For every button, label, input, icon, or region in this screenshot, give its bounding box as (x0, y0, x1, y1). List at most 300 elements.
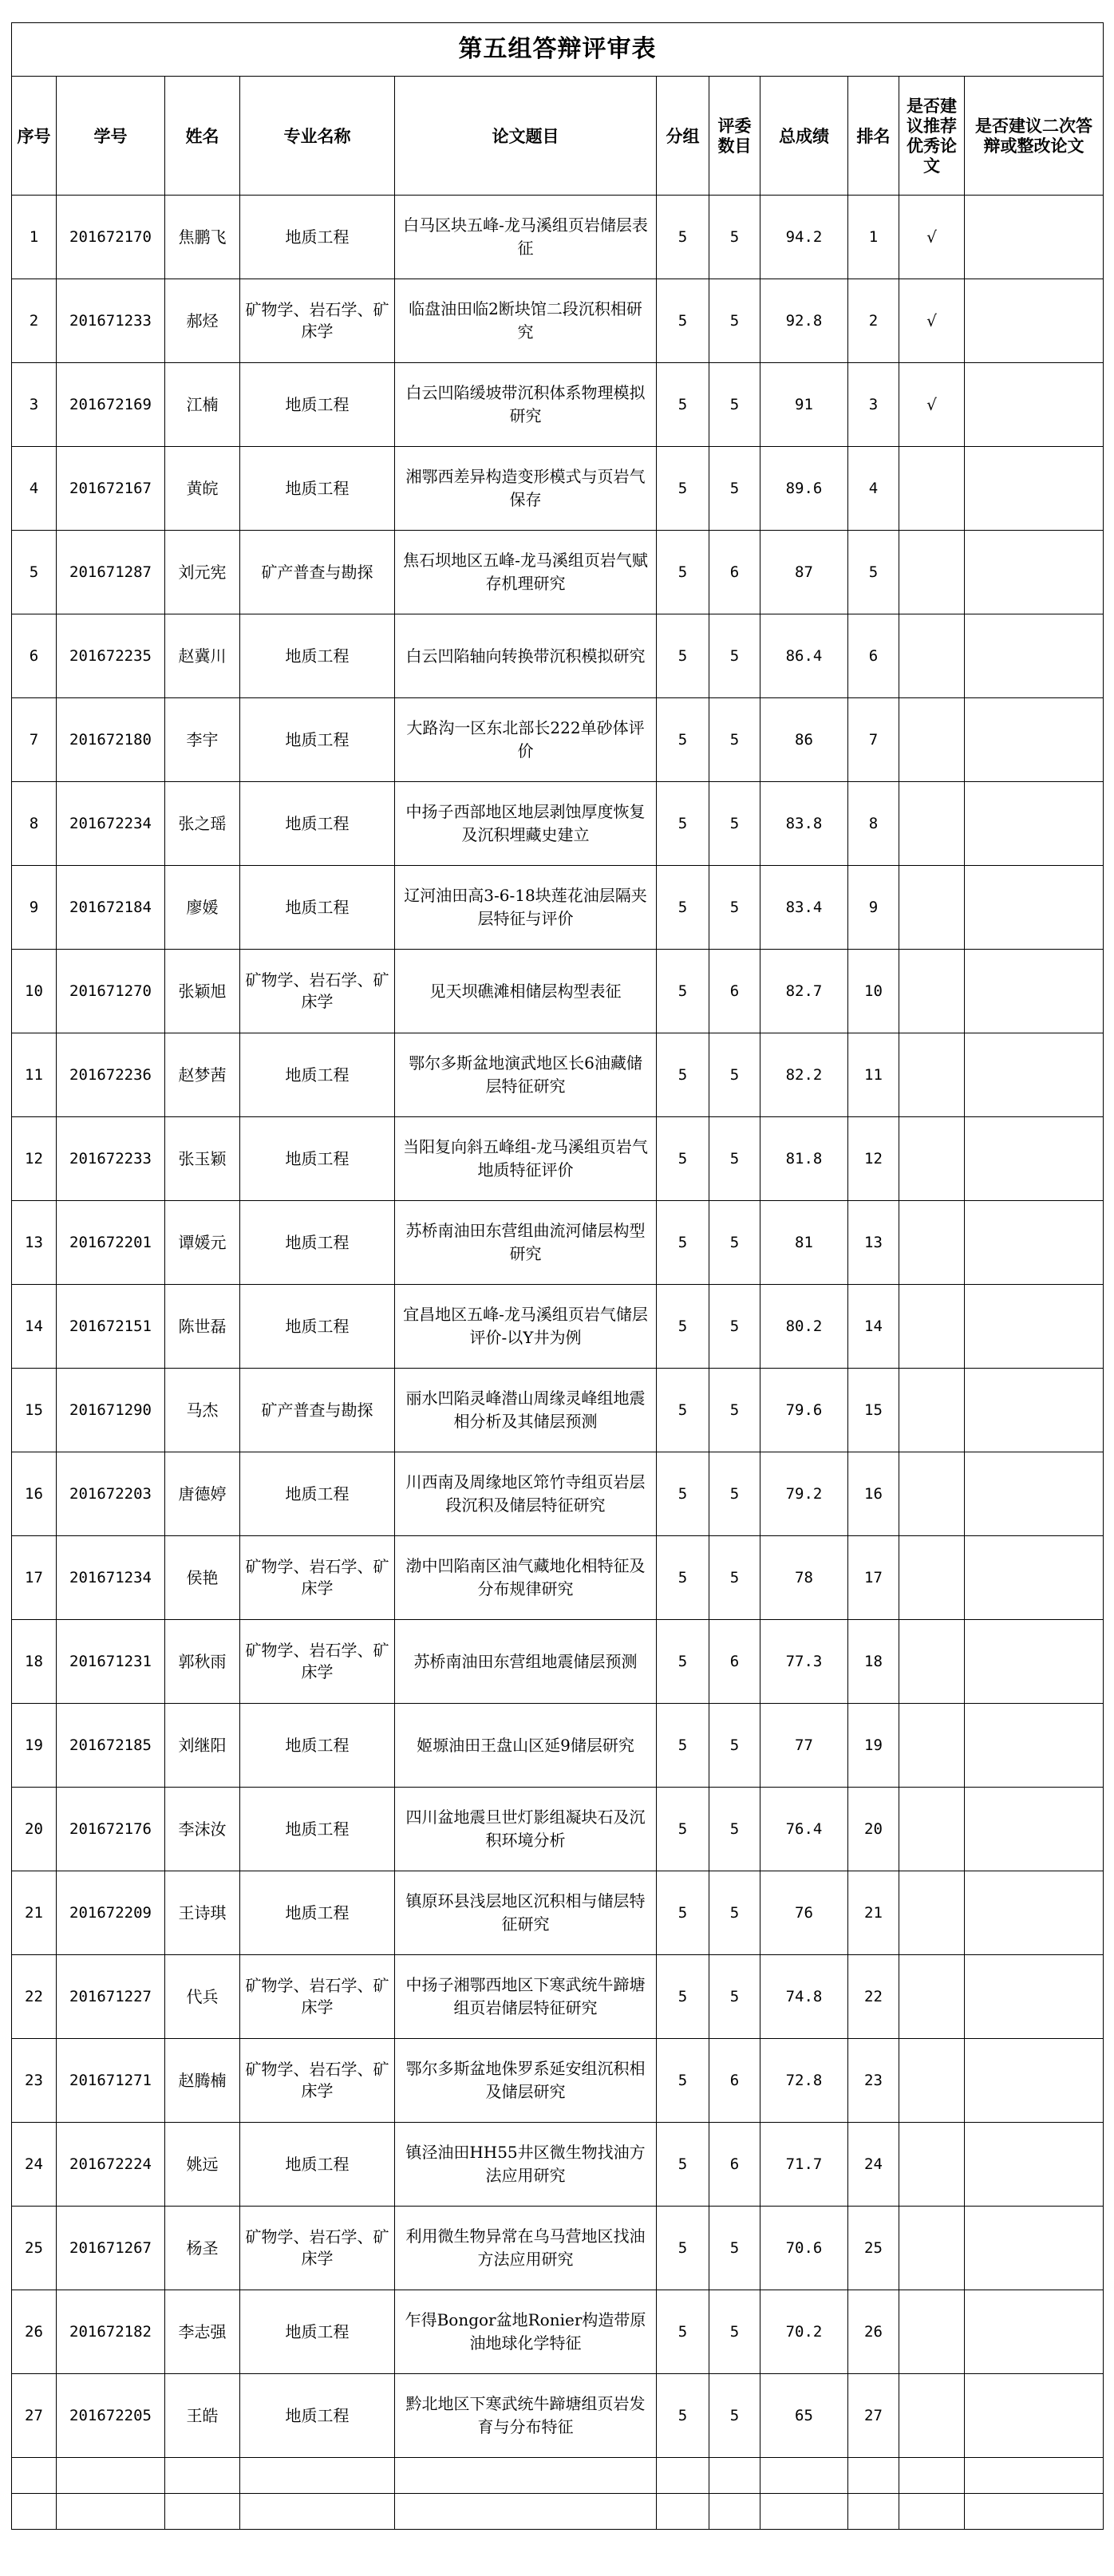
judges-cell: 5 (709, 1452, 760, 1536)
revise-cell (965, 1201, 1104, 1285)
group-cell: 5 (657, 1955, 709, 2039)
score-cell: 87 (760, 531, 848, 614)
seq-cell: 13 (12, 1201, 57, 1285)
score-cell: 77.3 (760, 1620, 848, 1704)
blank-cell (240, 2494, 395, 2530)
seq-cell: 11 (12, 1033, 57, 1117)
topic-cell: 见天坝礁滩相储层构型表征 (395, 950, 657, 1033)
group-cell: 5 (657, 614, 709, 698)
blank-cell (395, 2494, 657, 2530)
rank-cell: 25 (848, 2207, 899, 2290)
table-row (12, 950, 1104, 1033)
recommend-cell (899, 1117, 965, 1201)
revise-cell (965, 2290, 1104, 2374)
revise-cell (965, 698, 1104, 782)
rank-cell: 23 (848, 2039, 899, 2123)
student-id-cell: 201672201 (57, 1201, 165, 1285)
table-row (12, 2290, 1104, 2374)
major-cell: 地质工程 (240, 782, 395, 866)
table-row (12, 2374, 1104, 2458)
blank-cell (760, 2494, 848, 2530)
blank-cell (395, 2458, 657, 2494)
group-cell: 5 (657, 2374, 709, 2458)
rank-cell: 2 (848, 279, 899, 363)
table-row (12, 2039, 1104, 2123)
student-id-cell: 201672224 (57, 2123, 165, 2207)
header-row (12, 77, 1104, 196)
name-cell: 王诗琪 (165, 1871, 240, 1955)
table-row (12, 279, 1104, 363)
name-cell: 李宇 (165, 698, 240, 782)
topic-cell: 焦石坝地区五峰-龙马溪组页岩气赋存机理研究 (395, 531, 657, 614)
major-cell: 地质工程 (240, 1788, 395, 1871)
group-cell: 5 (657, 447, 709, 531)
header-recommend: 是否建议推荐优秀论文 (899, 77, 965, 196)
recommend-cell (899, 1536, 965, 1620)
name-cell: 王皓 (165, 2374, 240, 2458)
rank-cell: 26 (848, 2290, 899, 2374)
student-id-cell: 201672151 (57, 1285, 165, 1369)
recommend-cell (899, 866, 965, 950)
blank-cell (848, 2458, 899, 2494)
student-id-cell: 201671234 (57, 1536, 165, 1620)
seq-cell: 22 (12, 1955, 57, 2039)
table-row (12, 1871, 1104, 1955)
blank-cell (12, 2458, 57, 2494)
seq-cell: 19 (12, 1704, 57, 1788)
topic-cell: 白马区块五峰-龙马溪组页岩储层表征 (395, 196, 657, 279)
seq-cell: 2 (12, 279, 57, 363)
major-cell: 地质工程 (240, 1704, 395, 1788)
major-cell: 地质工程 (240, 2374, 395, 2458)
revise-cell (965, 447, 1104, 531)
group-cell: 5 (657, 1620, 709, 1704)
blank-cell (657, 2458, 709, 2494)
topic-cell: 大路沟一区东北部长222单砂体评价 (395, 698, 657, 782)
table-row (12, 782, 1104, 866)
student-id-cell: 201672205 (57, 2374, 165, 2458)
rank-cell: 17 (848, 1536, 899, 1620)
recommend-cell (899, 1285, 965, 1369)
topic-cell: 宜昌地区五峰-龙马溪组页岩气储层评价-以Y井为例 (395, 1285, 657, 1369)
major-cell: 地质工程 (240, 1452, 395, 1536)
topic-cell: 鄂尔多斯盆地演武地区长6油藏储层特征研究 (395, 1033, 657, 1117)
score-cell: 81 (760, 1201, 848, 1285)
seq-cell: 6 (12, 614, 57, 698)
rank-cell: 18 (848, 1620, 899, 1704)
student-id-cell: 201672235 (57, 614, 165, 698)
student-id-cell: 201671271 (57, 2039, 165, 2123)
revise-cell (965, 196, 1104, 279)
topic-cell: 乍得Bongor盆地Ronier构造带原油地球化学特征 (395, 2290, 657, 2374)
judges-cell: 5 (709, 1536, 760, 1620)
judges-cell: 5 (709, 2374, 760, 2458)
table-row (12, 196, 1104, 279)
score-cell: 94.2 (760, 196, 848, 279)
seq-cell: 15 (12, 1369, 57, 1452)
recommend-cell (899, 1955, 965, 2039)
judges-cell: 5 (709, 1285, 760, 1369)
blank-cell (848, 2494, 899, 2530)
major-cell: 地质工程 (240, 1285, 395, 1369)
recommend-cell: √ (899, 363, 965, 447)
student-id-cell: 201671231 (57, 1620, 165, 1704)
name-cell: 江楠 (165, 363, 240, 447)
rank-cell: 4 (848, 447, 899, 531)
student-id-cell: 201671267 (57, 2207, 165, 2290)
score-cell: 70.6 (760, 2207, 848, 2290)
topic-cell: 渤中凹陷南区油气藏地化相特征及分布规律研究 (395, 1536, 657, 1620)
rank-cell: 11 (848, 1033, 899, 1117)
score-cell: 86 (760, 698, 848, 782)
table-row (12, 1285, 1104, 1369)
seq-cell: 9 (12, 866, 57, 950)
seq-cell: 18 (12, 1620, 57, 1704)
table-row (12, 698, 1104, 782)
topic-cell: 苏桥南油田东营组曲流河储层构型研究 (395, 1201, 657, 1285)
score-cell: 65 (760, 2374, 848, 2458)
revise-cell (965, 2123, 1104, 2207)
student-id-cell: 201672203 (57, 1452, 165, 1536)
score-cell: 77 (760, 1704, 848, 1788)
recommend-cell (899, 2207, 965, 2290)
rank-cell: 6 (848, 614, 899, 698)
major-cell: 矿物学、岩石学、矿床学 (240, 2207, 395, 2290)
table-row (12, 1369, 1104, 1452)
name-cell: 谭媛元 (165, 1201, 240, 1285)
blank-cell (657, 2494, 709, 2530)
score-cell: 83.4 (760, 866, 848, 950)
seq-cell: 7 (12, 698, 57, 782)
major-cell: 矿物学、岩石学、矿床学 (240, 2039, 395, 2123)
rank-cell: 19 (848, 1704, 899, 1788)
score-cell: 92.8 (760, 279, 848, 363)
header-major: 专业名称 (240, 77, 395, 196)
group-cell: 5 (657, 363, 709, 447)
topic-cell: 丽水凹陷灵峰潜山周缘灵峰组地震相分析及其储层预测 (395, 1369, 657, 1452)
recommend-cell (899, 447, 965, 531)
score-cell: 80.2 (760, 1285, 848, 1369)
revise-cell (965, 2374, 1104, 2458)
major-cell: 地质工程 (240, 866, 395, 950)
revise-cell (965, 1452, 1104, 1536)
blank-cell (165, 2458, 240, 2494)
seq-cell: 20 (12, 1788, 57, 1871)
major-cell: 地质工程 (240, 1201, 395, 1285)
blank-cell (899, 2458, 965, 2494)
rank-cell: 13 (848, 1201, 899, 1285)
score-cell: 91 (760, 363, 848, 447)
name-cell: 唐德婷 (165, 1452, 240, 1536)
revise-cell (965, 279, 1104, 363)
judges-cell: 5 (709, 2207, 760, 2290)
seq-cell: 5 (12, 531, 57, 614)
score-cell: 71.7 (760, 2123, 848, 2207)
judges-cell: 5 (709, 1117, 760, 1201)
group-cell: 5 (657, 866, 709, 950)
seq-cell: 21 (12, 1871, 57, 1955)
major-cell: 矿物学、岩石学、矿床学 (240, 1620, 395, 1704)
review-table (11, 22, 1104, 2530)
table-title: 第五组答辩评审表 (12, 23, 1104, 77)
group-cell: 5 (657, 1201, 709, 1285)
seq-cell: 8 (12, 782, 57, 866)
rank-cell: 15 (848, 1369, 899, 1452)
recommend-cell: √ (899, 279, 965, 363)
rank-cell: 12 (848, 1117, 899, 1201)
table-row (12, 447, 1104, 531)
student-id-cell: 201671287 (57, 531, 165, 614)
judges-cell: 5 (709, 782, 760, 866)
recommend-cell (899, 1033, 965, 1117)
blank-cell (899, 2494, 965, 2530)
score-cell: 79.6 (760, 1369, 848, 1452)
table-row (12, 1955, 1104, 2039)
recommend-cell (899, 1452, 965, 1536)
header-group: 分组 (657, 77, 709, 196)
student-id-cell: 201671233 (57, 279, 165, 363)
student-id-cell: 201671227 (57, 1955, 165, 2039)
recommend-cell (899, 2123, 965, 2207)
revise-cell (965, 363, 1104, 447)
blank-cell (709, 2458, 760, 2494)
blank-cell (240, 2458, 395, 2494)
name-cell: 刘元宪 (165, 531, 240, 614)
topic-cell: 鄂尔多斯盆地侏罗系延安组沉积相及储层研究 (395, 2039, 657, 2123)
rank-cell: 1 (848, 196, 899, 279)
topic-cell: 镇泾油田HH55井区微生物找油方法应用研究 (395, 2123, 657, 2207)
table-row (12, 1620, 1104, 1704)
name-cell: 杨圣 (165, 2207, 240, 2290)
group-cell: 5 (657, 196, 709, 279)
group-cell: 5 (657, 1788, 709, 1871)
header-name: 姓名 (165, 77, 240, 196)
topic-cell: 当阳复向斜五峰组-龙马溪组页岩气地质特征评价 (395, 1117, 657, 1201)
revise-cell (965, 950, 1104, 1033)
seq-cell: 17 (12, 1536, 57, 1620)
topic-cell: 湘鄂西差异构造变形模式与页岩气保存 (395, 447, 657, 531)
group-cell: 5 (657, 2039, 709, 2123)
major-cell: 地质工程 (240, 2123, 395, 2207)
table-row (12, 1536, 1104, 1620)
score-cell: 89.6 (760, 447, 848, 531)
student-id-cell: 201672184 (57, 866, 165, 950)
rank-cell: 22 (848, 1955, 899, 2039)
major-cell: 矿物学、岩石学、矿床学 (240, 279, 395, 363)
major-cell: 矿物学、岩石学、矿床学 (240, 1955, 395, 2039)
table-row (12, 1117, 1104, 1201)
rank-cell: 5 (848, 531, 899, 614)
score-cell: 83.8 (760, 782, 848, 866)
group-cell: 5 (657, 1117, 709, 1201)
blank-cell (760, 2458, 848, 2494)
student-id-cell: 201672234 (57, 782, 165, 866)
major-cell: 地质工程 (240, 2290, 395, 2374)
table-row (12, 866, 1104, 950)
name-cell: 马杰 (165, 1369, 240, 1452)
header-student-id: 学号 (57, 77, 165, 196)
name-cell: 赵梦茜 (165, 1033, 240, 1117)
group-cell: 5 (657, 2123, 709, 2207)
judges-cell: 5 (709, 2290, 760, 2374)
topic-cell: 白云凹陷缓坡带沉积体系物理模拟研究 (395, 363, 657, 447)
seq-cell: 10 (12, 950, 57, 1033)
student-id-cell: 201672233 (57, 1117, 165, 1201)
rank-cell: 10 (848, 950, 899, 1033)
topic-cell: 辽河油田高3-6-18块莲花油层隔夹层特征与评价 (395, 866, 657, 950)
recommend-cell (899, 2374, 965, 2458)
topic-cell: 姬塬油田王盘山区延9储层研究 (395, 1704, 657, 1788)
student-id-cell: 201672209 (57, 1871, 165, 1955)
judges-cell: 5 (709, 614, 760, 698)
name-cell: 焦鹏飞 (165, 196, 240, 279)
rank-cell: 24 (848, 2123, 899, 2207)
score-cell: 86.4 (760, 614, 848, 698)
name-cell: 黄皖 (165, 447, 240, 531)
seq-cell: 14 (12, 1285, 57, 1369)
rank-cell: 21 (848, 1871, 899, 1955)
score-cell: 72.8 (760, 2039, 848, 2123)
topic-cell: 利用微生物异常在乌马营地区找油方法应用研究 (395, 2207, 657, 2290)
student-id-cell: 201672182 (57, 2290, 165, 2374)
score-cell: 74.8 (760, 1955, 848, 2039)
revise-cell (965, 2039, 1104, 2123)
revise-cell (965, 1117, 1104, 1201)
score-cell: 82.2 (760, 1033, 848, 1117)
major-cell: 地质工程 (240, 1117, 395, 1201)
topic-cell: 川西南及周缘地区筇竹寺组页岩层段沉积及储层特征研究 (395, 1452, 657, 1536)
topic-cell: 黔北地区下寒武统牛蹄塘组页岩发育与分布特征 (395, 2374, 657, 2458)
header-topic: 论文题目 (395, 77, 657, 196)
judges-cell: 5 (709, 866, 760, 950)
blank-cell (12, 2494, 57, 2530)
score-cell: 70.2 (760, 2290, 848, 2374)
group-cell: 5 (657, 1285, 709, 1369)
recommend-cell (899, 2039, 965, 2123)
recommend-cell (899, 782, 965, 866)
student-id-cell: 201672176 (57, 1788, 165, 1871)
revise-cell (965, 866, 1104, 950)
seq-cell: 4 (12, 447, 57, 531)
recommend-cell (899, 2290, 965, 2374)
name-cell: 李沫汝 (165, 1788, 240, 1871)
group-cell: 5 (657, 1704, 709, 1788)
name-cell: 郝烃 (165, 279, 240, 363)
seq-cell: 25 (12, 2207, 57, 2290)
name-cell: 赵腾楠 (165, 2039, 240, 2123)
revise-cell (965, 1704, 1104, 1788)
score-cell: 78 (760, 1536, 848, 1620)
revise-cell (965, 1955, 1104, 2039)
recommend-cell (899, 1704, 965, 1788)
seq-cell: 26 (12, 2290, 57, 2374)
table-row (12, 531, 1104, 614)
seq-cell: 12 (12, 1117, 57, 1201)
blank-cell (965, 2458, 1104, 2494)
blank-row (12, 2458, 1104, 2494)
major-cell: 矿产普查与勘探 (240, 1369, 395, 1452)
major-cell: 矿物学、岩石学、矿床学 (240, 950, 395, 1033)
revise-cell (965, 1788, 1104, 1871)
judges-cell: 5 (709, 1033, 760, 1117)
name-cell: 廖媛 (165, 866, 240, 950)
major-cell: 矿产普查与勘探 (240, 531, 395, 614)
revise-cell (965, 1369, 1104, 1452)
major-cell: 地质工程 (240, 196, 395, 279)
student-id-cell: 201672236 (57, 1033, 165, 1117)
name-cell: 李志强 (165, 2290, 240, 2374)
blank-cell (57, 2494, 165, 2530)
header-score: 总成绩 (760, 77, 848, 196)
table-row (12, 1788, 1104, 1871)
student-id-cell: 201671270 (57, 950, 165, 1033)
topic-cell: 白云凹陷轴向转换带沉积模拟研究 (395, 614, 657, 698)
topic-cell: 苏桥南油田东营组地震储层预测 (395, 1620, 657, 1704)
revise-cell (965, 1536, 1104, 1620)
revise-cell (965, 614, 1104, 698)
recommend-cell (899, 531, 965, 614)
major-cell: 地质工程 (240, 1871, 395, 1955)
rank-cell: 8 (848, 782, 899, 866)
group-cell: 5 (657, 1033, 709, 1117)
score-cell: 76.4 (760, 1788, 848, 1871)
group-cell: 5 (657, 950, 709, 1033)
name-cell: 张之瑶 (165, 782, 240, 866)
student-id-cell: 201672170 (57, 196, 165, 279)
name-cell: 代兵 (165, 1955, 240, 2039)
major-cell: 地质工程 (240, 1033, 395, 1117)
judges-cell: 5 (709, 196, 760, 279)
name-cell: 陈世磊 (165, 1285, 240, 1369)
name-cell: 张颖旭 (165, 950, 240, 1033)
recommend-cell (899, 614, 965, 698)
judges-cell: 5 (709, 1871, 760, 1955)
judges-cell: 6 (709, 2039, 760, 2123)
group-cell: 5 (657, 1871, 709, 1955)
recommend-cell (899, 1369, 965, 1452)
revise-cell (965, 2207, 1104, 2290)
judges-cell: 5 (709, 1369, 760, 1452)
recommend-cell (899, 1620, 965, 1704)
name-cell: 刘继阳 (165, 1704, 240, 1788)
group-cell: 5 (657, 782, 709, 866)
blank-cell (709, 2494, 760, 2530)
judges-cell: 5 (709, 1704, 760, 1788)
seq-cell: 3 (12, 363, 57, 447)
group-cell: 5 (657, 279, 709, 363)
blank-cell (165, 2494, 240, 2530)
table-row (12, 1704, 1104, 1788)
recommend-cell (899, 1871, 965, 1955)
judges-cell: 5 (709, 447, 760, 531)
major-cell: 地质工程 (240, 447, 395, 531)
recommend-cell: √ (899, 196, 965, 279)
seq-cell: 23 (12, 2039, 57, 2123)
score-cell: 81.8 (760, 1117, 848, 1201)
header-rank: 排名 (848, 77, 899, 196)
rank-cell: 20 (848, 1788, 899, 1871)
blank-row (12, 2494, 1104, 2530)
seq-cell: 24 (12, 2123, 57, 2207)
judges-cell: 5 (709, 1201, 760, 1285)
group-cell: 5 (657, 2290, 709, 2374)
group-cell: 5 (657, 531, 709, 614)
group-cell: 5 (657, 1452, 709, 1536)
table-row (12, 2123, 1104, 2207)
seq-cell: 16 (12, 1452, 57, 1536)
rank-cell: 9 (848, 866, 899, 950)
blank-cell (57, 2458, 165, 2494)
